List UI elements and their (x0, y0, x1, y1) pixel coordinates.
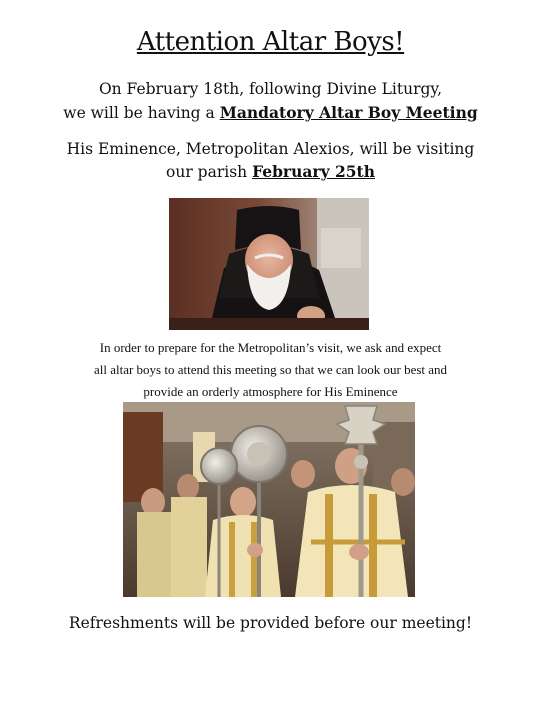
purpose-line-2: all altar boys to attend this meeting so that we can look our best and (93, 362, 448, 377)
visit-date-emphasis: February 25th (252, 162, 375, 181)
meeting-line-2-prefix: we will be having a (63, 104, 220, 122)
visit-line-2 (0, 162, 541, 181)
meeting-line-2 (0, 103, 541, 122)
mandatory-meeting-emphasis: Mandatory Altar Boy Meeting (219, 103, 478, 122)
altar-boys-photo (123, 402, 415, 597)
meeting-line-1: On February 18th, following Divine Liturgy, (98, 80, 443, 98)
visit-line-2-prefix: our parish (166, 163, 253, 181)
metropolitan-photo (169, 198, 369, 330)
visit-line-1: His Eminence, Metropolitan Alexios, will be visiting (66, 140, 475, 158)
purpose-line-1: In order to prepare for the Metropolitan’s visit, we ask and expect (99, 340, 442, 355)
closing-line: Refreshments will be provided before our meeting! (68, 614, 473, 632)
page-title: Attention Altar Boys! (136, 27, 405, 57)
purpose-line-3: provide an orderly atmosphere for His Eminence (143, 384, 398, 399)
